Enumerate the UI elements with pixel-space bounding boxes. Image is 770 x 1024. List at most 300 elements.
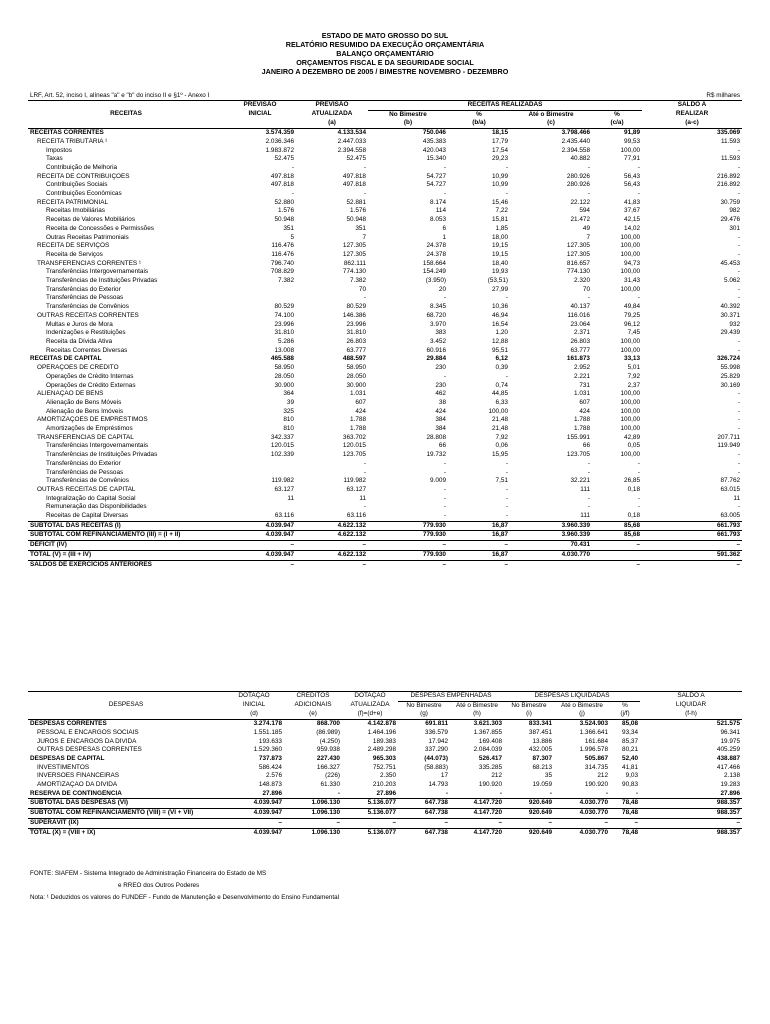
row-value: 80.529 [346, 303, 366, 311]
row-value: – [504, 818, 554, 828]
row-value: 123.705 [342, 451, 366, 459]
row-value: 9,03 [625, 772, 639, 780]
row-value: 212 [491, 772, 503, 780]
row-value: 90,83 [622, 781, 639, 789]
row-value: 100,00 [488, 407, 508, 415]
liquidadas-header: DESPESAS LIQUIDADAS [504, 692, 640, 702]
row-value: 1.366.641 [579, 728, 609, 736]
row-value: 100,00 [620, 451, 641, 459]
pct-ca-header: % [614, 110, 620, 118]
row-value: 7,51 [495, 477, 508, 485]
table-row [28, 755, 742, 764]
row-value: 591.362 [642, 550, 742, 560]
row-value: 2,37 [627, 381, 641, 389]
row-value: 364 [283, 390, 294, 398]
row-value: 91,89 [624, 129, 641, 137]
prev-atualizada-header-3: (a) [296, 119, 368, 128]
row-value: 351 [355, 224, 366, 232]
row-value: 4.039.947 [224, 521, 296, 531]
row-value: – [448, 541, 510, 551]
row-value: 1,85 [495, 224, 508, 232]
row-value: 12,88 [492, 337, 508, 345]
row-value: - [505, 163, 508, 171]
row-value: – [368, 560, 448, 569]
row-value: 7 [586, 233, 590, 241]
table-row [28, 495, 742, 504]
row-value: – [284, 818, 342, 828]
row-value: 61.330 [320, 781, 340, 789]
row-value: 96,12 [624, 320, 641, 328]
table-row [28, 286, 742, 295]
table-row [28, 216, 742, 225]
row-value: 779.930 [368, 521, 448, 531]
row-value: 146.386 [342, 311, 366, 319]
row-value: 26.803 [570, 337, 590, 345]
row-value: 19,93 [492, 268, 508, 276]
row-value: 28.808 [426, 433, 446, 441]
row-value: 11 [287, 494, 294, 502]
prev-inicial-header-2: INICIAL [248, 110, 272, 118]
row-value: 11.593 [720, 137, 741, 145]
row-label: Transferências Intergovernamentais [46, 442, 149, 450]
row-value: 10,99 [492, 181, 508, 189]
table-row [28, 347, 742, 356]
row-value: 2.435.440 [561, 137, 590, 145]
row-value: 4.030.770 [554, 828, 610, 837]
row-value: - [505, 512, 508, 520]
row-value: 28.050 [274, 372, 294, 380]
row-value: 2.576 [266, 772, 282, 780]
liq-ate-header: Até o Bimestre [561, 701, 603, 709]
table-row [28, 720, 742, 729]
row-value: 301 [729, 224, 741, 232]
row-value: 63.015 [720, 485, 741, 493]
row-value: 114 [435, 207, 446, 215]
row-value: 435.383 [422, 137, 446, 145]
row-value: 27,99 [492, 285, 508, 293]
row-value: 58.950 [274, 364, 294, 372]
row-value: - [637, 294, 641, 302]
despesas-table [28, 691, 742, 837]
dot-at-header-2: ATUALIZADA [350, 701, 390, 709]
row-label: RECEITAS DE CAPITAL [30, 355, 102, 363]
row-value: 810 [283, 425, 294, 433]
table-row [28, 408, 742, 417]
table-row [28, 321, 742, 330]
row-value: 4.039.947 [224, 828, 284, 837]
row-label: Transferências de Convênios [46, 303, 129, 311]
row-value: 5.286 [278, 337, 294, 345]
table-row [28, 399, 742, 408]
row-value: 280.926 [566, 181, 590, 189]
table-row [28, 225, 742, 234]
prev-inicial-header: PREVISÃO [224, 101, 296, 111]
row-value: 52,40 [622, 754, 639, 762]
row-value: 3.970 [430, 320, 446, 328]
row-value: 4.030.770 [554, 799, 610, 809]
row-value: 19,15 [492, 250, 508, 258]
row-value: 120.015 [270, 442, 294, 450]
row-value: 18,00 [492, 233, 508, 241]
table-row [28, 442, 742, 451]
row-value: – [296, 541, 368, 551]
row-value: 154.249 [422, 268, 446, 276]
row-value: 965.303 [372, 754, 396, 762]
row-value: 77,91 [624, 155, 641, 163]
row-value: 100,00 [620, 285, 641, 293]
row-value: 351 [283, 224, 294, 232]
row-value: - [737, 163, 741, 171]
row-value: 13.008 [274, 346, 294, 354]
row-value: 100,00 [620, 233, 641, 241]
receitas-table [28, 100, 742, 569]
row-label: Receita de Concessões e Permissões [46, 224, 154, 232]
row-value: – [296, 560, 368, 569]
row-value: 35 [544, 772, 553, 780]
row-value: 14,02 [624, 224, 641, 232]
row-label: INVERSÕES FINANCEIRAS [37, 772, 120, 780]
row-value: 70.431 [510, 541, 592, 551]
row-value: 988.357 [640, 828, 742, 837]
row-value: 18,40 [492, 259, 508, 267]
row-label: SALDOS DE EXERCÍCIOS ANTERIORES [28, 560, 224, 569]
row-value: 988.357 [640, 799, 742, 809]
row-value: - [737, 268, 741, 276]
row-value: 8.174 [430, 198, 446, 206]
pct-jf-header-2: (j/f) [610, 710, 640, 719]
row-value: - [737, 503, 741, 511]
row-value: 49 [582, 224, 590, 232]
row-label: RECEITA DE CONTRIBUIÇÕES [37, 172, 130, 180]
row-value: - [443, 512, 446, 520]
row-value: 80.529 [274, 303, 294, 311]
row-value: 100,00 [620, 346, 641, 354]
despesas-col-header: DESPESAS [28, 692, 224, 720]
row-value: 594 [579, 207, 590, 215]
row-value: 100,00 [620, 250, 641, 258]
row-value: 31,43 [624, 277, 641, 285]
row-label: RECEITA PATRIMONIAL [37, 198, 109, 206]
row-value: 17.942 [428, 737, 448, 745]
row-value: 29.884 [426, 355, 446, 363]
row-value: 85,68 [592, 521, 642, 531]
row-value: 417.466 [716, 763, 741, 771]
row-value: 1.983.872 [265, 146, 294, 154]
row-value: - [635, 789, 639, 797]
row-value: 85,68 [592, 531, 642, 541]
row-value: 111 [580, 485, 590, 493]
table-row [28, 355, 742, 364]
row-value: 4.147.720 [450, 828, 504, 837]
row-value: - [737, 242, 741, 250]
row-value: 9.009 [430, 477, 446, 485]
row-label: Receita de Serviços [46, 250, 103, 258]
row-value: - [549, 789, 553, 797]
row-value: 54.727 [426, 181, 446, 189]
row-value: 280.926 [566, 172, 590, 180]
row-value: 325 [283, 407, 294, 415]
table-row [28, 207, 742, 216]
table-row [28, 521, 742, 531]
pct-ca-header-2: (c/a) [592, 119, 642, 128]
row-value: 31.810 [346, 329, 366, 337]
despesas-body [28, 720, 742, 838]
row-value: 11.593 [720, 155, 741, 163]
row-value: 63.116 [346, 512, 366, 520]
row-value: - [587, 190, 590, 198]
row-value: - [737, 416, 741, 424]
row-value: 127.305 [342, 250, 366, 258]
table-row [28, 460, 742, 469]
table-row [28, 260, 742, 269]
row-label: Transferências do Exterior [46, 285, 121, 293]
row-value: – [224, 818, 284, 828]
row-value: 116.476 [271, 250, 294, 258]
row-value: 7.382 [278, 277, 294, 285]
row-value: 1.788 [350, 425, 366, 433]
row-value: – [642, 541, 742, 551]
row-value: 155.991 [566, 433, 590, 441]
row-value: 119.949 [717, 442, 741, 450]
row-value: 169.408 [478, 737, 503, 745]
pct-jf-header: % [622, 701, 628, 709]
row-value: 424 [579, 407, 590, 415]
row-value: 161.684 [584, 737, 609, 745]
emp-no-header: No Bimestre [406, 701, 442, 709]
table-row [28, 434, 742, 443]
row-value: 50.948 [274, 216, 294, 224]
row-value: 15,46 [492, 198, 508, 206]
row-value [224, 469, 296, 478]
row-label: Amortizações de Empréstimos [46, 425, 133, 433]
row-value: 70 [358, 285, 366, 293]
row-value: 3.274.178 [253, 720, 282, 728]
row-value: 158.664 [422, 259, 446, 267]
row-value: 41,83 [624, 198, 641, 206]
dot-at-header-3: (f)=(d+e) [342, 710, 398, 719]
footer-note: Nota: ¹ Deduzidos os valores do FUNDEF - Fundo de Manutenção e Desenvolvimento do Ensino Fundamental [30, 894, 340, 901]
row-value: - [637, 163, 641, 171]
table-row [28, 477, 742, 486]
row-value: - [637, 503, 641, 511]
row-value: 5.136.077 [342, 799, 398, 809]
row-value: 424 [435, 407, 446, 415]
row-value: 100,00 [620, 242, 641, 250]
row-value: 19.975 [720, 737, 741, 745]
row-value: 2.371 [574, 329, 590, 337]
row-value: - [737, 294, 741, 302]
row-value: - [363, 503, 366, 511]
row-label: Receitas Correntes Diversas [46, 346, 128, 354]
row-value: 116.476 [271, 242, 294, 250]
row-value: - [443, 468, 446, 476]
row-value: 19,15 [492, 242, 508, 250]
row-value: 40.392 [720, 303, 741, 311]
row-value: 14.793 [428, 781, 448, 789]
row-value: 16,87 [448, 531, 510, 541]
saldo-header-2: REALIZAR [675, 110, 709, 118]
row-value: 230 [435, 381, 446, 389]
table-row [28, 790, 742, 799]
table-row [28, 828, 742, 837]
row-label: DESPESAS CORRENTES [30, 720, 107, 728]
row-value: 7,45 [627, 329, 641, 337]
dot-at-header: DOTAÇÃO [342, 692, 398, 702]
row-value: 216.892 [716, 181, 741, 189]
table-row [28, 729, 742, 738]
row-value: 63.116 [274, 512, 294, 520]
row-value: 0,06 [495, 442, 508, 450]
row-value: - [737, 459, 741, 467]
row-value: – [554, 818, 610, 828]
row-label: Receitas de Capital Diversas [46, 512, 129, 520]
row-value: 19.732 [426, 451, 446, 459]
row-value: – [342, 818, 398, 828]
row-value: – [224, 560, 296, 569]
row-value: 6,12 [495, 355, 508, 363]
row-value: 731 [579, 381, 590, 389]
row-value: 102.339 [270, 451, 294, 459]
row-value: 5.136.077 [342, 828, 398, 837]
row-value: 119.982 [343, 477, 366, 485]
row-value: 4.030.770 [510, 550, 592, 560]
row-value: 30.169 [720, 381, 741, 389]
row-value: 21.472 [570, 216, 590, 224]
row-value: 0,18 [627, 512, 641, 520]
row-value: - [737, 407, 741, 415]
row-value: 99,53 [624, 137, 641, 145]
row-value: – [448, 560, 510, 569]
row-value: - [587, 494, 590, 502]
row-value: 193.633 [258, 737, 282, 745]
table-row [28, 364, 742, 373]
row-value: 100,00 [620, 407, 641, 415]
row-value: 15,95 [492, 451, 508, 459]
lrf-reference: LRF, Art. 52, inciso I, alíneas "a" e "b" do inciso II e §1º - Anexo I [30, 92, 210, 99]
row-value: 314.735 [584, 763, 609, 771]
saldo-header: SALDO A [642, 101, 742, 111]
row-value: 100,00 [620, 390, 641, 398]
row-label: SUBTOTAL DAS RECEITAS (I) [28, 521, 224, 531]
row-value: 190.920 [584, 781, 609, 789]
row-label: Impostos [46, 146, 72, 154]
row-value: - [737, 250, 741, 258]
table-row [28, 764, 742, 773]
row-value: 68.213 [532, 763, 553, 771]
row-label: OUTRAS RECEITAS CORRENTES [37, 311, 139, 319]
pct-ba-header-2: (b/a) [448, 119, 510, 128]
row-label: Multas e Juros de Mora [46, 320, 113, 328]
row-value: 1 [442, 233, 446, 241]
row-value: 1.096.130 [284, 828, 342, 837]
row-label: AMORTIZAÇÕES DE EMPRÉSTIMOS [37, 416, 148, 424]
row-value: - [505, 468, 508, 476]
table-row [28, 425, 742, 434]
row-value: 227.430 [316, 754, 340, 762]
row-value: 22.122 [570, 198, 590, 206]
row-value: - [505, 372, 508, 380]
prev-atualizada-header: PREVISÃO [296, 101, 368, 111]
row-value: 2.320 [574, 277, 590, 285]
row-value: - [363, 468, 366, 476]
row-label: Operações de Crédito Internas [46, 372, 134, 380]
report-header [0, 31, 770, 76]
row-value: 833.341 [528, 720, 553, 728]
row-value: 1.551.185 [253, 728, 282, 736]
row-value: 3.452 [430, 337, 446, 345]
row-value: 8.345 [430, 303, 446, 311]
row-value: 210.203 [372, 781, 396, 789]
table-row [28, 809, 742, 819]
row-value: 7,92 [627, 372, 641, 380]
row-value: 55.998 [720, 364, 741, 372]
row-value: (58.883) [424, 763, 448, 771]
header-budgets: ORÇAMENTOS FISCAL E DA SEGURIDADE SOCIAL [296, 58, 474, 67]
row-value: 27.896 [262, 789, 282, 797]
row-label: Contribuições Sociais [46, 181, 108, 189]
table-row [28, 451, 742, 460]
row-value: 6,33 [495, 398, 508, 406]
row-value: - [737, 398, 741, 406]
row-value: 1.788 [350, 416, 366, 424]
row-value: 40.882 [570, 155, 590, 163]
row-value: 29,23 [492, 155, 508, 163]
table-row [28, 781, 742, 790]
row-value: 27.896 [720, 789, 741, 797]
row-value: 0,39 [495, 364, 508, 372]
row-value: 4.039.947 [224, 531, 296, 541]
row-value: 161.873 [566, 355, 590, 363]
table-row [28, 531, 742, 541]
row-value: 23.064 [570, 320, 590, 328]
row-value: - [505, 485, 508, 493]
row-value: – [398, 818, 450, 828]
row-value: 2.221 [574, 372, 590, 380]
table-row [28, 373, 742, 382]
no-bimestre-header: No Bimestre [389, 110, 427, 118]
row-value: 46,94 [492, 311, 508, 319]
row-label: Receitas Imobiliárias [46, 207, 105, 215]
row-value: 959.938 [316, 746, 340, 754]
row-value: 127.305 [566, 250, 590, 258]
row-value: 5.136.077 [342, 809, 398, 819]
row-value: 100,00 [620, 425, 641, 433]
row-value: 1.788 [574, 425, 590, 433]
row-value: - [505, 494, 508, 502]
row-value: 52.881 [346, 198, 366, 206]
table-row [28, 469, 742, 478]
row-value: - [737, 285, 741, 293]
row-value: 1.529.360 [253, 746, 282, 754]
row-label: Transferências Intergovernamentais [46, 268, 149, 276]
row-value: 78,48 [610, 799, 640, 809]
saldo-liq-header-2: LIQUIDAR [675, 701, 707, 709]
row-label: Transferências de Pessoas [46, 468, 124, 476]
row-value: - [605, 789, 609, 797]
row-value: 661.793 [642, 531, 742, 541]
row-value: 7,22 [495, 207, 508, 215]
table-row [28, 486, 742, 495]
row-value: 335.285 [478, 763, 503, 771]
table-row [28, 541, 742, 551]
table-row [28, 382, 742, 391]
row-value: 752.751 [372, 763, 396, 771]
row-value: 23.996 [346, 320, 366, 328]
currency-unit: R$ milhares [706, 92, 740, 99]
row-value: 607 [355, 398, 366, 406]
row-value: 2.138 [724, 772, 741, 780]
table-row [28, 234, 742, 243]
